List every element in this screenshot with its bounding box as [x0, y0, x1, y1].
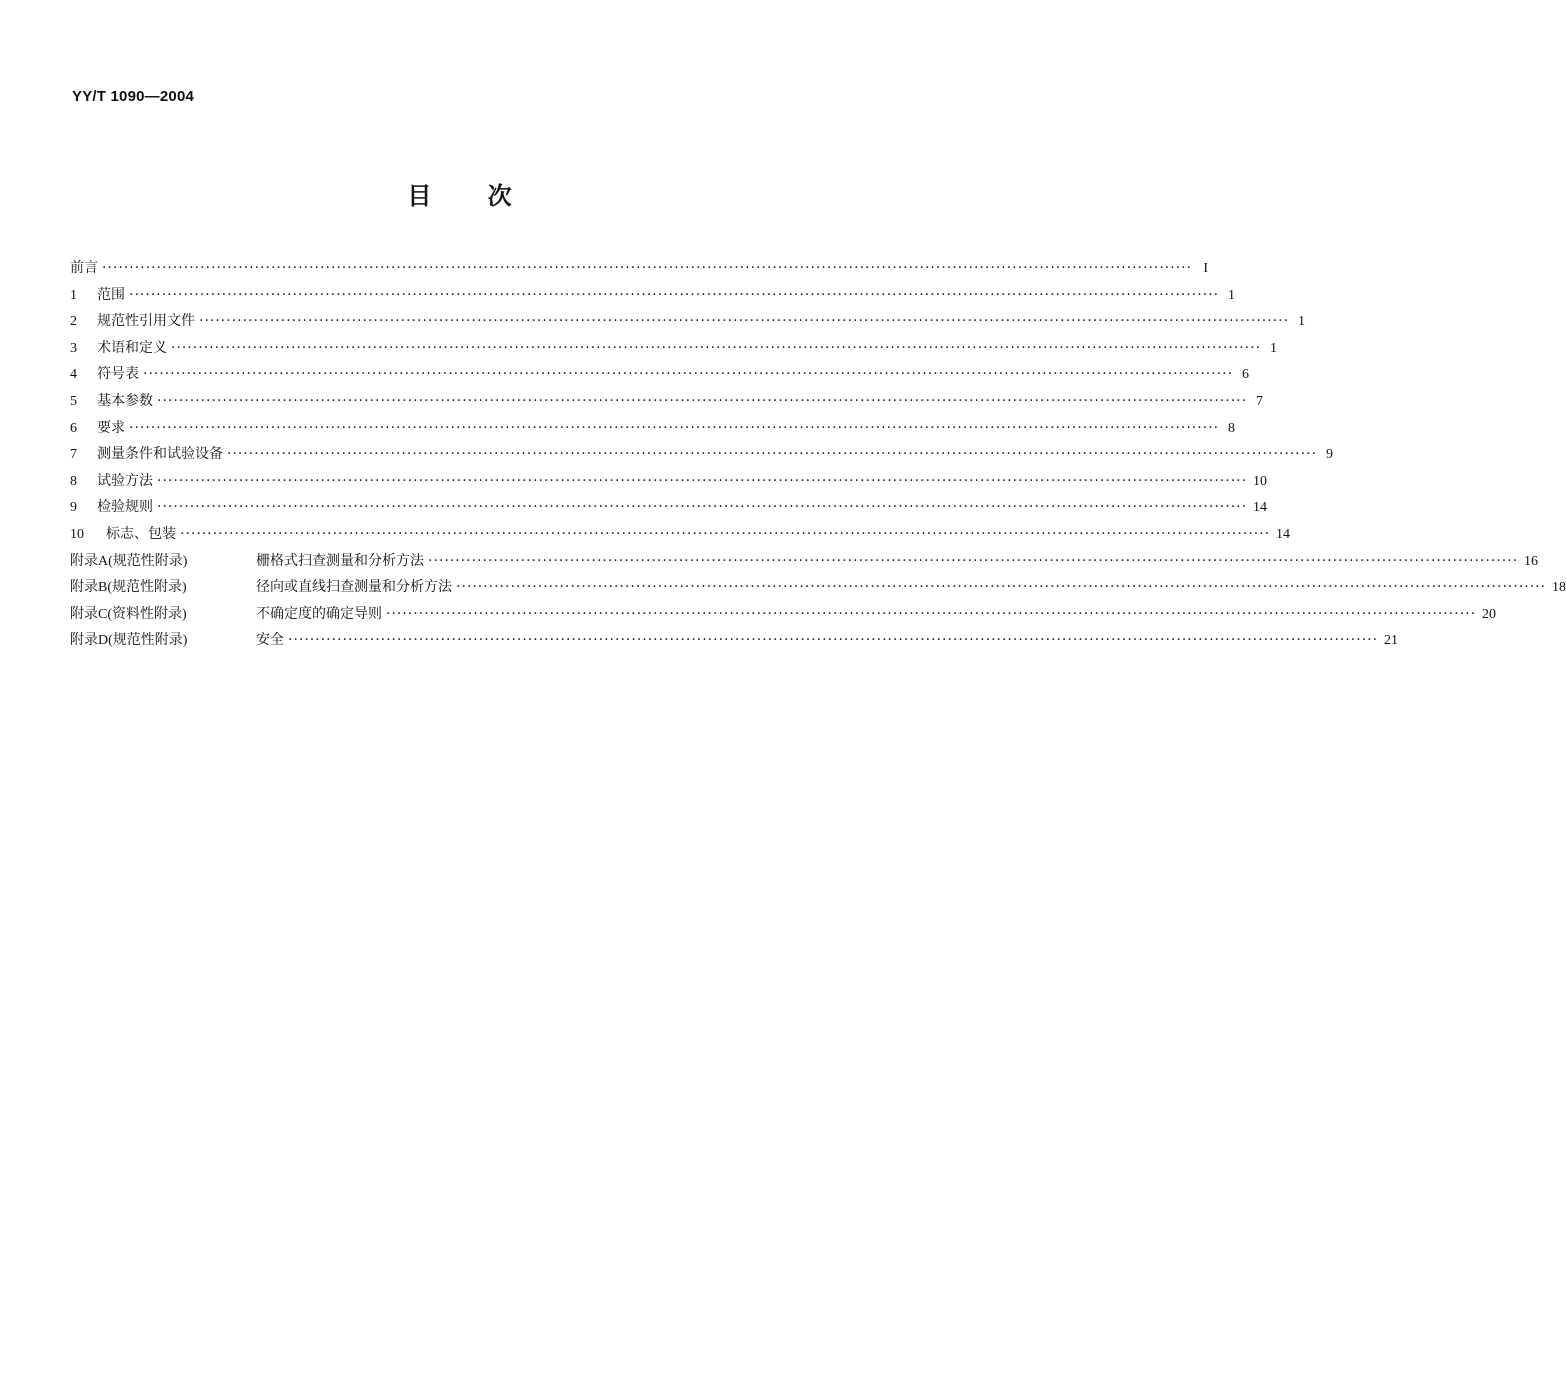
- toc-entry-page: 18: [1552, 580, 1566, 596]
- toc-entry-title: 前言: [70, 260, 98, 276]
- toc-entry-8[interactable]: [70, 470, 1268, 497]
- toc-entry-page: 1: [1298, 314, 1306, 330]
- toc-entry-number: 7: [70, 447, 77, 463]
- toc-entry-title: 栅格式扫查测量和分析方法: [256, 552, 424, 569]
- toc-entry-page: I: [1203, 261, 1209, 276]
- toc-entry-number: 8: [70, 473, 77, 489]
- dot-leader: ········································································································································································································: [102, 260, 1193, 276]
- dot-leader: ········································································································································································································: [143, 366, 1234, 383]
- toc-entry-title: 范围: [97, 286, 125, 303]
- standard-code: YY/T 1090—2004: [72, 88, 195, 105]
- toc-entry-title: 术语和定义: [97, 339, 167, 356]
- dot-leader: ········································································································································································································: [129, 286, 1220, 303]
- dot-leader: ········································································································································································································: [288, 632, 1379, 649]
- toc-entry-title: 要求: [97, 419, 125, 436]
- toc-entry-number: 6: [70, 420, 77, 436]
- toc-entry-2[interactable]: [70, 310, 1306, 337]
- toc-entry-title: 测量条件和试验设备: [97, 446, 223, 463]
- dot-leader: ········································································································································································································: [129, 419, 1220, 436]
- dot-leader: ········································································································································································································: [456, 579, 1547, 596]
- dot-leader: ········································································································································································································: [157, 472, 1248, 489]
- toc-entry-title: 安全: [256, 632, 284, 649]
- toc-entry-title: 不确定度的确定导则: [256, 605, 382, 622]
- toc-entry-title: 标志、包装: [106, 525, 176, 542]
- toc-title: 目 次: [407, 182, 513, 210]
- dot-leader: ········································································································································································································: [157, 499, 1248, 516]
- toc-entry-7[interactable]: [70, 443, 1334, 470]
- dot-leader: ········································································································································································································: [157, 392, 1248, 409]
- toc-entry-10[interactable]: [70, 523, 1291, 550]
- toc-annex-prefix: 附录B(规范性附录): [70, 580, 187, 596]
- toc-entry-number: 4: [70, 367, 77, 383]
- dot-leader: ········································································································································································································: [227, 446, 1318, 463]
- toc-entry-3[interactable]: [70, 337, 1278, 364]
- toc-entry-annex-a[interactable]: [70, 550, 1539, 577]
- toc-entry-5[interactable]: [70, 390, 1264, 417]
- toc-entry-page: 8: [1228, 420, 1236, 436]
- toc-entry-page: 10: [1253, 473, 1268, 489]
- toc-annex-prefix: 附录C(资料性附录): [70, 606, 187, 622]
- toc-entry-number: 10: [70, 526, 84, 542]
- toc-annex-prefix: 附录D(规范性附录): [70, 633, 188, 649]
- toc-entry-page: 20: [1482, 606, 1497, 622]
- toc-entry-number: 9: [70, 500, 77, 516]
- toc-entry-annex-c[interactable]: [70, 603, 1497, 630]
- toc-entry-title: 检验规则: [97, 499, 153, 516]
- toc-entry-page: 21: [1384, 633, 1399, 649]
- dot-leader: ········································································································································································································: [180, 525, 1271, 542]
- toc-entry-4[interactable]: [70, 363, 1250, 390]
- toc-entry-page: 16: [1524, 553, 1539, 569]
- toc-entry-page: 1: [1228, 287, 1236, 303]
- toc-entry-number: 1: [70, 287, 77, 303]
- toc-entry-number: 3: [70, 340, 77, 356]
- toc-entry-number: 2: [70, 314, 77, 330]
- dot-leader: ········································································································································································································: [199, 313, 1290, 330]
- toc-entry-number: 5: [70, 393, 77, 409]
- dot-leader: ········································································································································································································: [386, 605, 1477, 622]
- toc-entry-1[interactable]: [70, 284, 1236, 311]
- toc-entry-title: 规范性引用文件: [97, 313, 195, 330]
- toc-entry-title: 径向或直线扫查测量和分析方法: [256, 579, 452, 596]
- toc-entry-page: 7: [1256, 393, 1264, 409]
- toc-entry-title: 符号表: [97, 366, 139, 383]
- toc-entry-page: 14: [1276, 526, 1291, 542]
- toc-entry-annex-b[interactable]: [70, 576, 1566, 603]
- toc-entry-page: 6: [1242, 367, 1250, 383]
- toc-entry-page: 9: [1326, 447, 1334, 463]
- toc-entry-title: 基本参数: [97, 392, 153, 409]
- dot-leader: ········································································································································································································: [171, 339, 1262, 356]
- toc-entry-foreword[interactable]: [70, 257, 1209, 284]
- toc-annex-prefix: 附录A(规范性附录): [70, 553, 188, 569]
- toc-entry-9[interactable]: [70, 496, 1268, 523]
- table-of-contents: [70, 257, 1566, 656]
- toc-entry-title: 试验方法: [97, 472, 153, 489]
- toc-entry-page: 14: [1253, 500, 1268, 516]
- toc-entry-annex-d[interactable]: [70, 629, 1399, 656]
- toc-entry-6[interactable]: [70, 417, 1236, 444]
- dot-leader: ········································································································································································································: [428, 552, 1519, 569]
- toc-entry-page: 1: [1270, 340, 1278, 356]
